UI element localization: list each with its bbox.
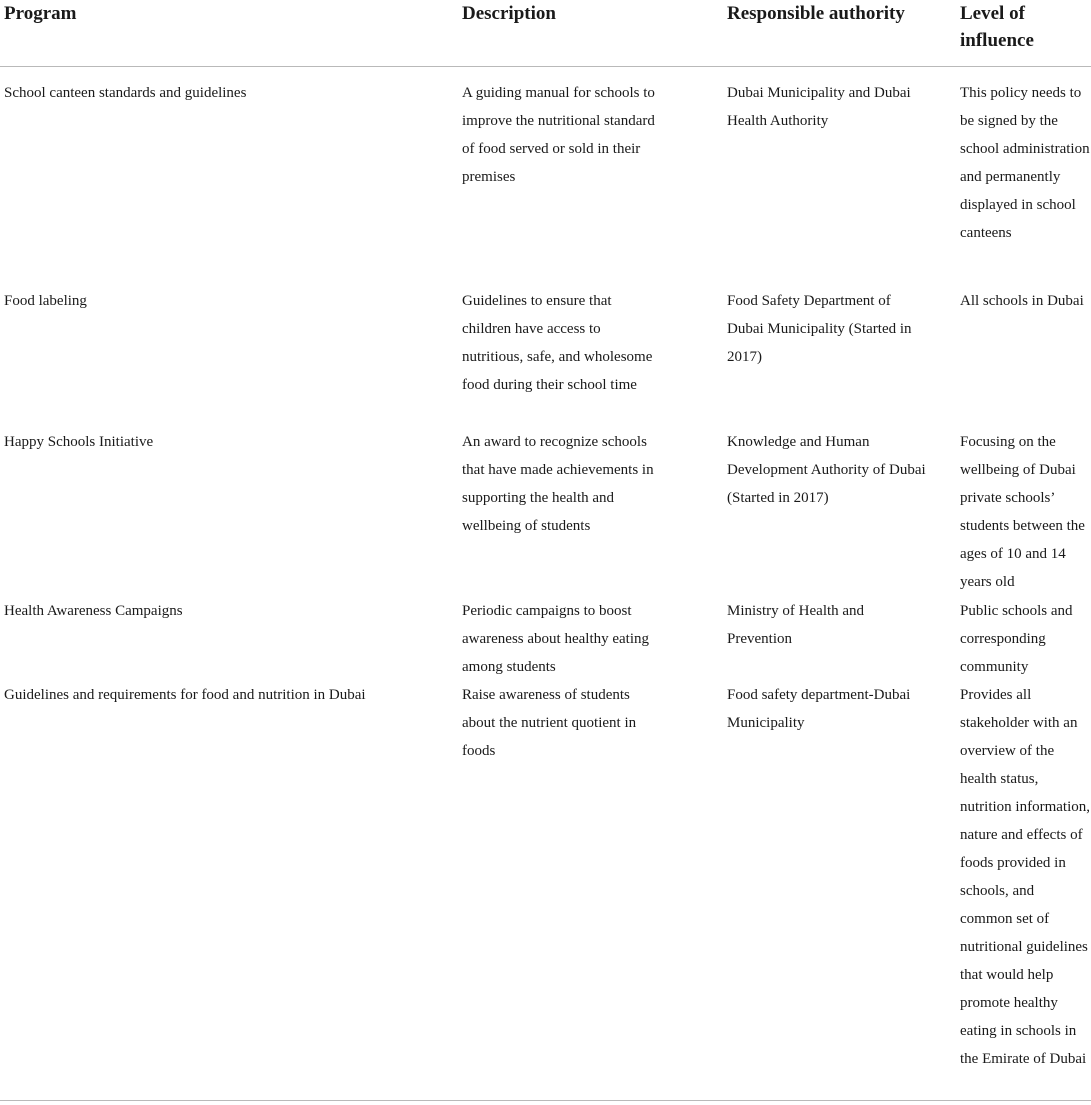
cell-description: Periodic campaigns to boost awareness about healthy eating among students bbox=[462, 603, 650, 675]
cell-authority: Knowledge and Human Development Authority of Dubai (Started in 2017) bbox=[727, 434, 926, 506]
table-header bbox=[0, 0, 1091, 67]
cell-influence: Focusing on the wellbeing of Dubai private schools’ students between the ages of 10 and 14 years old bbox=[960, 434, 1085, 590]
table-row bbox=[0, 275, 1091, 416]
cell-description: A guiding manual for schools to improve the nutritional standard of food served or sold in their premises bbox=[462, 85, 655, 185]
cell-program: Health Awareness Campaigns bbox=[4, 603, 183, 619]
header-program: Program bbox=[4, 3, 77, 24]
cell-program: Guidelines and requirements for food and nutrition in Dubai bbox=[4, 687, 366, 703]
header-responsible-authority: Responsible authority bbox=[727, 3, 905, 24]
cell-authority: Food Safety Department of Dubai Municipality (Started in 2017) bbox=[727, 293, 912, 365]
header-description: Description bbox=[462, 3, 556, 24]
cell-influence: This policy needs to be signed by the school administration and permanently displayed in school canteens bbox=[960, 85, 1090, 241]
table-row bbox=[0, 585, 1091, 675]
cell-program: School canteen standards and guidelines bbox=[4, 85, 247, 101]
cell-authority: Dubai Municipality and Dubai Health Authority bbox=[727, 85, 911, 129]
cell-authority: Ministry of Health and Prevention bbox=[727, 603, 865, 647]
cell-influence: Public schools and corresponding community bbox=[960, 603, 1073, 675]
cell-influence: All schools in Dubai bbox=[960, 293, 1084, 309]
header-level-of-influence: Level of influence bbox=[960, 3, 1034, 51]
table-row bbox=[0, 416, 1091, 590]
table-row bbox=[0, 67, 1091, 275]
cell-program: Happy Schools Initiative bbox=[4, 434, 154, 450]
cell-description: An award to recognize schools that have made achievements in supporting the health and wellbeing of students bbox=[462, 434, 654, 534]
table-row bbox=[0, 669, 1091, 1089]
cell-authority: Food safety department-Dubai Municipality bbox=[727, 687, 911, 731]
cell-influence: Provides all stakeholder with an overview of the health status, nutrition information, nature and effects of foods provided in schools, and common set of nutritional guidelines that would help promote healthy eating in schools in the Emirate of Dubai bbox=[960, 687, 1090, 1067]
cell-program: Food labeling bbox=[4, 293, 87, 309]
cell-description: Raise awareness of students about the nutrient quotient in foods bbox=[462, 687, 637, 759]
cell-description: Guidelines to ensure that children have access to nutritious, safe, and wholesome food during their school time bbox=[462, 293, 653, 393]
table-bottom-rule bbox=[0, 1100, 1091, 1101]
